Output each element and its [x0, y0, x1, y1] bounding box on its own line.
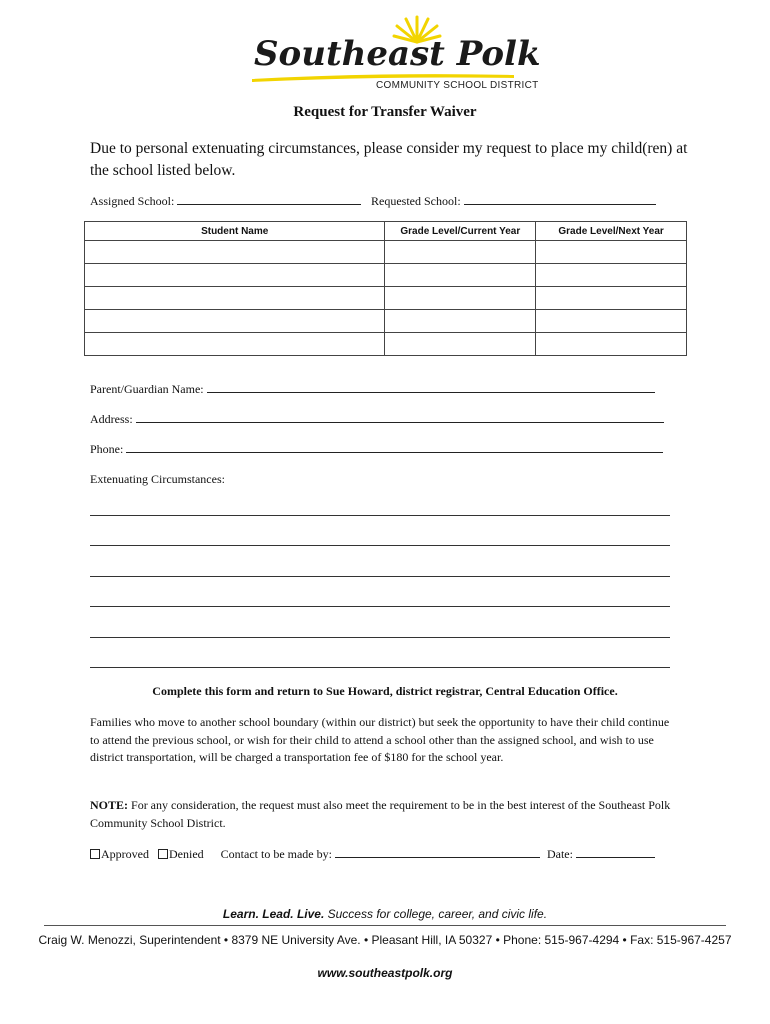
approved-checkbox[interactable] — [90, 849, 100, 859]
table-header-row — [85, 222, 687, 241]
student-name-cell[interactable] — [85, 310, 385, 333]
grade-next-cell[interactable] — [536, 241, 687, 264]
requested-school-label: Requested School: — [371, 194, 461, 208]
extenuating-line[interactable] — [90, 545, 670, 546]
grade-next-cell[interactable] — [536, 264, 687, 287]
footer-tagline — [0, 907, 770, 921]
date-input[interactable] — [576, 846, 655, 858]
table-row — [85, 264, 687, 287]
student-name-cell[interactable] — [85, 264, 385, 287]
logo-name: Southeast Polk — [254, 34, 541, 74]
grade-next-cell[interactable] — [536, 310, 687, 333]
grade-next-cell[interactable] — [536, 287, 687, 310]
denied-label: Denied — [169, 847, 204, 861]
student-name-cell[interactable] — [85, 287, 385, 310]
requested-school-input[interactable] — [464, 193, 656, 205]
grade-current-cell[interactable] — [385, 287, 536, 310]
extenuating-label: Extenuating Circumstances: — [90, 472, 225, 486]
contact-label: Contact to be made by: — [220, 847, 332, 861]
decision-row — [90, 846, 655, 862]
assigned-school-label: Assigned School: — [90, 194, 175, 208]
return-instruction: Complete this form and return to Sue Howard, district registrar, Central Education Office. — [152, 684, 618, 698]
table-row — [85, 333, 687, 356]
table-row — [85, 310, 687, 333]
contact-input[interactable] — [335, 846, 540, 858]
denied-checkbox[interactable] — [158, 849, 168, 859]
extenuating-line[interactable] — [90, 667, 670, 668]
footer-divider — [44, 925, 726, 926]
phone-label: Phone: — [90, 442, 124, 456]
header-grade-current: Grade Level/Current Year — [385, 222, 536, 241]
extenuating-line[interactable] — [90, 637, 670, 638]
grade-current-cell[interactable] — [385, 264, 536, 287]
table-row — [85, 287, 687, 310]
parent-guardian-field — [90, 381, 655, 397]
student-name-cell[interactable] — [85, 241, 385, 264]
note-paragraph — [90, 797, 680, 832]
extenuating-line[interactable] — [90, 515, 670, 516]
grade-current-cell[interactable] — [385, 241, 536, 264]
header-student-name: Student Name — [85, 222, 385, 241]
student-table — [84, 221, 687, 356]
assigned-school-input[interactable] — [177, 193, 361, 205]
form-title: Request for Transfer Waiver — [293, 104, 477, 120]
address-label: Address: — [90, 412, 133, 426]
student-name-cell[interactable] — [85, 333, 385, 356]
extenuating-line[interactable] — [90, 606, 670, 607]
grade-next-cell[interactable] — [536, 333, 687, 356]
parent-guardian-label: Parent/Guardian Name: — [90, 382, 204, 396]
note-label: NOTE: — [90, 798, 129, 812]
address-field — [90, 411, 664, 427]
grade-current-cell[interactable] — [385, 310, 536, 333]
tagline-rest: Success for college, career, and civic life. — [324, 907, 548, 921]
requested-school-field — [371, 193, 656, 209]
tagline-bold: Learn. Lead. Live. — [222, 907, 325, 921]
grade-current-cell[interactable] — [385, 333, 536, 356]
address-input[interactable] — [136, 411, 664, 423]
header-grade-next: Grade Level/Next Year — [536, 222, 687, 241]
assigned-school-field — [90, 193, 361, 209]
extenuating-line[interactable] — [90, 576, 670, 577]
families-paragraph: Families who move to another school boundary (within our district) but seek the opportunity to have their child continue to attend the previous school, or wish for their child to attend a school other than the assigned school, and wish to use district transportation, will be charged a transportation fee of $180 for the school year. — [90, 715, 670, 764]
footer-website[interactable]: www.southeastpolk.org — [317, 966, 453, 980]
district-logo — [248, 14, 541, 94]
intro-text: Due to personal extenuating circumstances, please consider my request to place my child(ren) at the school listed below. — [90, 140, 688, 179]
phone-field — [90, 441, 663, 457]
footer-contact: Craig W. Menozzi, Superintendent • 8379 NE University Ave. • Pleasant Hill, IA 50327 • Phone: 515-967-4294 • Fax: 515-967-4257 — [38, 933, 732, 947]
note-text: For any consideration, the request must also meet the requirement to be in the best interest of the Southeast Polk Community School District. — [90, 798, 671, 830]
table-row — [85, 241, 687, 264]
date-label: Date: — [546, 847, 573, 861]
approved-label: Approved — [101, 847, 149, 861]
parent-guardian-input[interactable] — [207, 381, 655, 393]
phone-input[interactable] — [126, 441, 663, 453]
logo-subtitle: COMMUNITY SCHOOL DISTRICT — [376, 80, 539, 91]
